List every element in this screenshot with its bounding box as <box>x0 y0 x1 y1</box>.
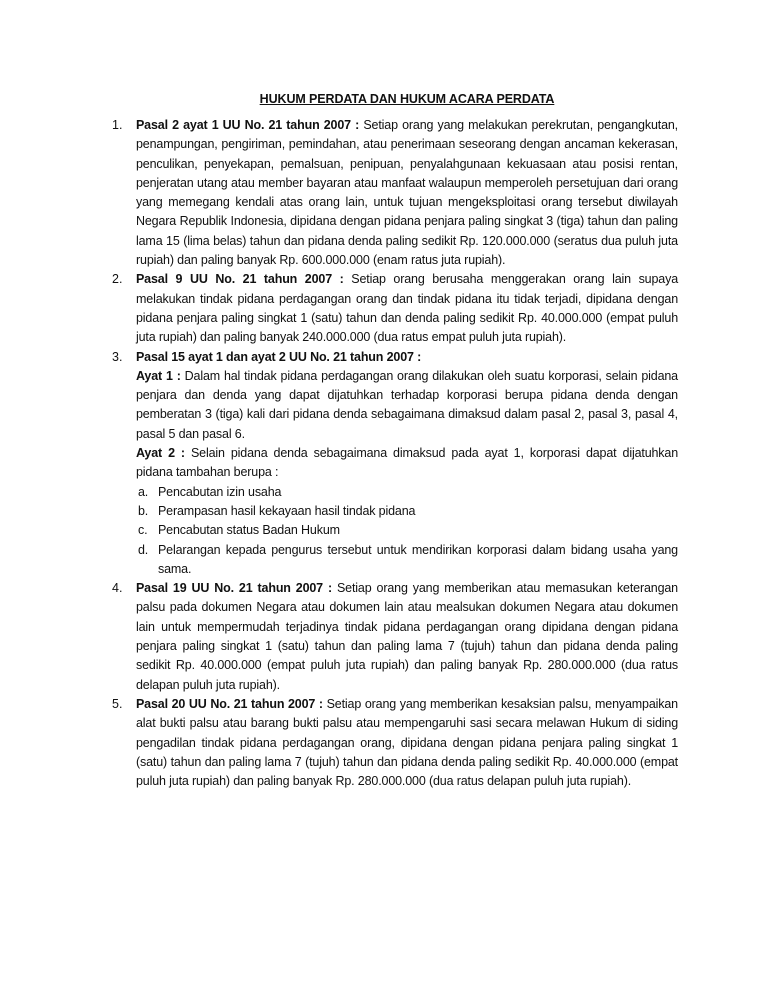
item-number: 4. <box>112 581 123 596</box>
article-label: Pasal 19 UU No. 21 tahun 2007 : <box>136 581 332 596</box>
sub-item-letter: d. <box>138 542 149 557</box>
sub-item-letter: a. <box>138 484 149 499</box>
ayat-2-paragraph <box>136 444 678 483</box>
item-body <box>136 579 678 695</box>
item-number: 1. <box>112 118 123 132</box>
list-item <box>112 695 678 791</box>
sub-item-letter: c. <box>138 523 148 538</box>
list-item <box>112 270 678 347</box>
ayat-text: Dalam hal tindak pidana perdagangan orang dilakukan oleh suatu korporasi, selain pidana penjara dan denda yang dapat dijatuhkan terhadap korporasi berupa pidana denda dengan pemberatan 3 (tiga) kali dari pidana denda sebagaimana dimaksud dalam pasal 2, pasal 3, pasal 4, pasal 5 dan pasal 6. <box>136 368 678 441</box>
sub-list-item <box>136 521 678 540</box>
article-text: Setiap orang yang memberikan atau memasukan keterangan palsu pada dokumen Negara atau dokumen lain atau mealsukan dokumen Negara atau dokumen lain untuk mempermudah terjadinya tindak pidana perdagangan orang dipidana dengan pidana penjara paling singkat 1 (satu) tahun dan paling lama 7 (tujuh) tahun dan pidana denda paling sedikit Rp. 40.000.000 (empat puluh juta rupiah) dan paling banyak Rp. 280.000.000 (dua ratus delapan puluh juta rupiah). <box>136 581 678 692</box>
sub-item-text: Pelarangan kepada pengurus tersebut untuk mendirikan korporasi dalam bidang usaha yang sama. <box>158 542 678 576</box>
sub-item-text: Pencabutan izin usaha <box>158 484 282 499</box>
sub-list-item <box>136 502 678 521</box>
article-label: Pasal 2 ayat 1 UU No. 21 tahun 2007 : <box>136 118 360 132</box>
item-number: 2. <box>112 272 123 287</box>
list-item <box>112 579 678 695</box>
item-body <box>136 116 678 270</box>
document-title: HUKUM PERDATA DAN HUKUM ACARA PERDATA <box>259 92 555 106</box>
article-list <box>112 116 678 791</box>
sub-item-letter: b. <box>138 503 149 518</box>
sub-list-item <box>136 541 678 580</box>
sanction-list <box>136 483 678 579</box>
ayat-1-paragraph <box>136 367 678 444</box>
item-body <box>136 348 678 367</box>
ayat-label: Ayat 2 : <box>136 446 185 461</box>
article-text: Setiap orang yang memberikan kesaksian palsu, menyampaikan alat bukti palsu atau barang bukti palsu atau mempengaruhi sasi secara melawan Hukum di siding pengadilan tindak pidana perdagangan orang, dipidana dengan pidana penjara paling singkat 1 (satu) tahun dan paling lama 7 (tujuh) tahun dan pidana denda paling sedikit Rp. 40.000.000 (empat puluh juta rupiah) dan paling banyak Rp. 280.000.000 (dua ratus delapan puluh juta rupiah). <box>136 696 678 789</box>
article-label: Pasal 20 UU No. 21 tahun 2007 : <box>136 696 323 711</box>
list-item <box>112 116 678 270</box>
item-number: 5. <box>112 696 123 711</box>
sub-list-item <box>136 483 678 502</box>
article-text: Setiap orang yang melakukan perekrutan, pengangkutan, penampungan, pengiriman, pemindahan, atau penerimaan seseorang dengan ancaman kekerasan, penculikan, penyekapan, pemalsuan, penipuan, penyalahgunaan kekuasaan atau posisi rentan, penjeratan utang atau member bayaran atau manfaat walaupun memperoleh persetujuan dari orang yang memegang kendali atas orang lain, untuk tujuan mengeksploitasi orang tersebut diwilayah Negara Republik Indonesia, dipidana dengan pidana penjara paling singkat 3 (tiga) tahun dan paling lama 15 (lima belas) tahun dan pidana denda paling sedikit Rp. 120.000.000 (seratus dua puluh juta rupiah) dan paling banyak Rp. 600.000.000 (enam ratus juta rupiah). <box>136 118 678 268</box>
ayat-text: Selain pidana denda sebagaimana dimaksud pada ayat 1, korporasi dapat dijatuhkan pidana tambahan berupa : <box>136 446 679 480</box>
sub-item-text: Perampasan hasil kekayaan hasil tindak pidana <box>158 503 416 518</box>
list-item <box>112 348 678 580</box>
item-number: 3. <box>112 349 123 364</box>
item-body <box>136 695 678 791</box>
article-label: Pasal 15 ayat 1 dan ayat 2 UU No. 21 tahun 2007 : <box>136 349 422 364</box>
sub-item-text: Pencabutan status Badan Hukum <box>158 523 340 538</box>
ayat-label: Ayat 1 : <box>136 368 181 383</box>
article-text: Setiap orang berusaha menggerakan orang lain supaya melakukan tindak pidana perdagangan orang dan tindak pidana itu tidak terjadi, dipidana dengan pidana penjara paling singkat 1 (satu) tahun dan denda paling sedikit Rp. 40.000.000 (empat puluh juta rupiah) dan paling banyak 240.000.000 (dua ratus empat puluh juta rupiah). <box>136 272 678 345</box>
article-label: Pasal 9 UU No. 21 tahun 2007 : <box>136 272 344 287</box>
item-body <box>136 270 678 347</box>
